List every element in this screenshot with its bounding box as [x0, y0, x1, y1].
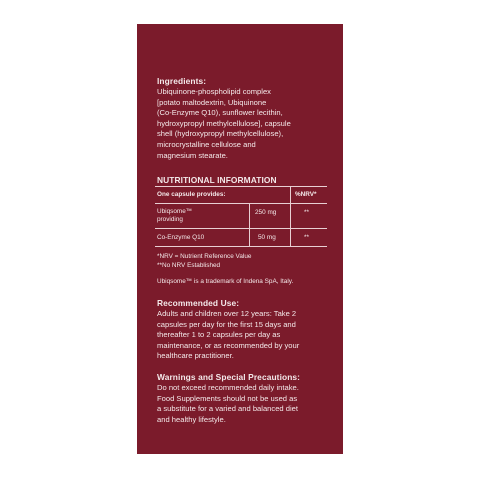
ingredients-line: magnesium stearate. [157, 150, 228, 160]
warnings-heading: Warnings and Special Precautions: [157, 372, 301, 382]
warnings-line: Food Supplements should not be used as [157, 393, 298, 403]
usage-line: healthcare practitioner. [157, 351, 234, 361]
table-row-name: Co-Enzyme Q10 [157, 234, 205, 241]
table-row-amount: 250 mg [255, 209, 277, 216]
warnings-line: a substitute for a varied and balanced diet [157, 404, 298, 414]
footnote: *NRV = Nutrient Reference Value [157, 253, 252, 260]
ingredients-line: shell (hydroxypropyl methylcellulose), [157, 129, 284, 139]
ingredients-line: Ubiquinone-phospholipid complex [157, 87, 271, 96]
table-row-nrv: ** [304, 209, 309, 216]
table-col-divider [249, 203, 250, 246]
table-header-rule [155, 203, 327, 204]
ingredients-text [157, 87, 291, 161]
ingredients-line: hydroxypropyl methylcellulose], capsule [157, 118, 291, 128]
ingredients-line: [potato maltodextrin, Ubiquinone [157, 97, 267, 107]
table-top-rule [155, 186, 327, 187]
nutrition-heading: NUTRITIONAL INFORMATION [157, 175, 277, 185]
warnings-text [157, 383, 299, 425]
table-row-amount: 50 mg [258, 234, 276, 241]
usage-heading: Recommended Use: [157, 298, 240, 308]
trademark-note: Ubiqsome™ is a trademark of Indena SpA, Italy. [157, 278, 294, 285]
table-row-rule [155, 228, 327, 229]
warnings-line: Do not exceed recommended daily intake. [157, 383, 299, 392]
footnotes [157, 252, 251, 270]
usage-line: capsules per day for the first 15 days and [157, 319, 296, 329]
table-row-nrv: ** [304, 234, 309, 241]
ingredients-heading: Ingredients: [157, 76, 207, 86]
usage-line: maintenance, or as recommended by your [157, 340, 300, 350]
usage-text [157, 309, 299, 362]
usage-line: thereafter 1 to 2 capsules per day as [157, 330, 281, 340]
ingredients-line: microcrystalline cellulose and [157, 139, 256, 149]
footnote: **No NRV Established [157, 262, 221, 269]
usage-line: Adults and children over 12 years: Take 2 [157, 309, 297, 318]
table-col-divider [290, 186, 291, 246]
table-header-nrv: %NRV* [295, 191, 317, 198]
label-panel [137, 24, 343, 454]
table-bottom-rule [155, 246, 327, 247]
warnings-line: and healthy lifestyle. [157, 414, 226, 424]
table-header-label: One capsule provides: [157, 191, 226, 198]
table-row-name: Ubiqsome™ [157, 208, 193, 215]
table-row-name: providing [157, 216, 183, 223]
ingredients-line: (Co-Enzyme Q10), sunflower lecithin, [157, 108, 283, 118]
